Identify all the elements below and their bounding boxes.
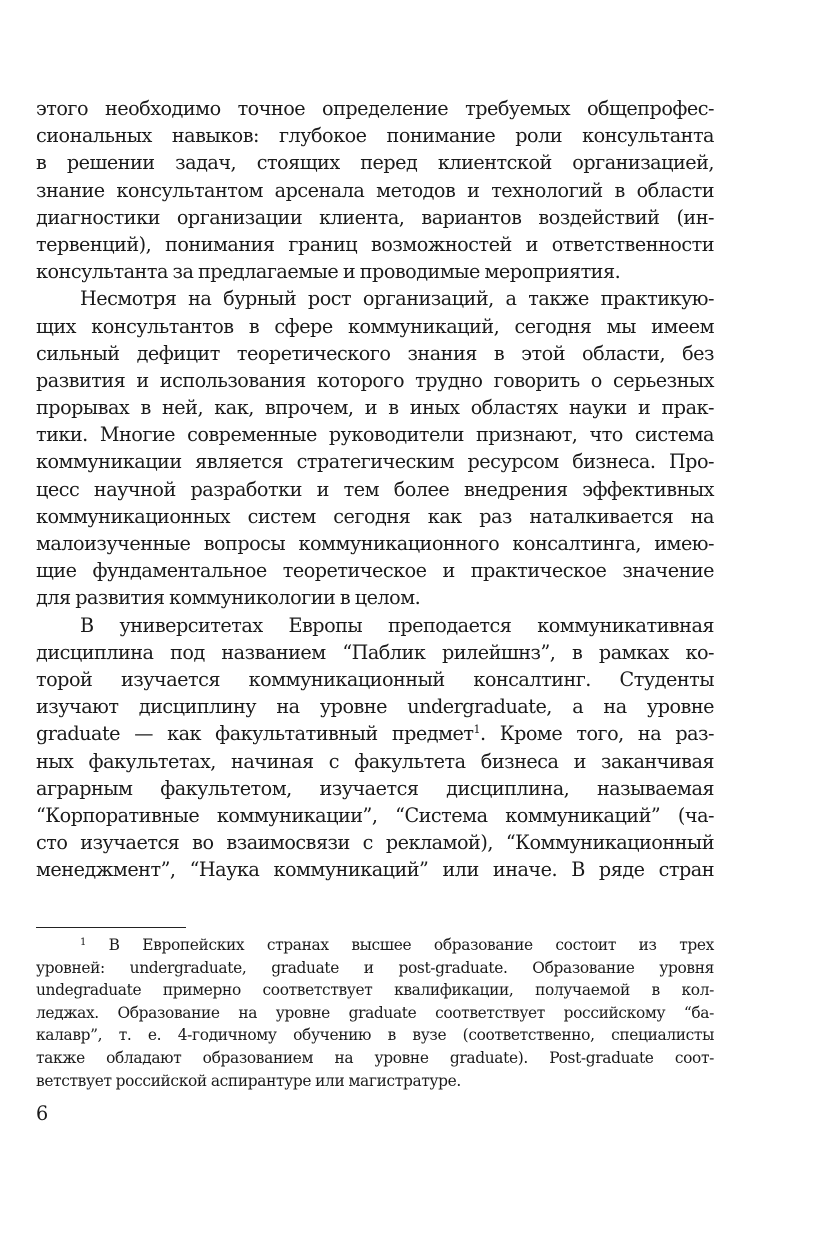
footnote-line: уровней: undergraduate, graduate и post-graduate. Образование уровня — [36, 958, 714, 977]
text-line: консультанта за предлагаемые и проводимые мероприятия. — [36, 260, 621, 284]
text-line: развития и использования которого трудно говорить о серьезных — [36, 368, 714, 392]
text-line: аграрным факультетом, изучается дисциплина, называемая — [36, 776, 714, 800]
text-line: “Корпоративные коммуникации”, “Система коммуникаций” (ча- — [36, 803, 714, 827]
text-line: щих консультантов в сфере коммуникаций, сегодня мы имеем — [36, 314, 714, 338]
text-line: менеджмент”, “Наука коммуникаций” или иначе. В ряде стран — [36, 858, 714, 882]
footnote-line: также обладают образованием на уровне graduate). Post-graduate соот- — [36, 1048, 714, 1067]
text-line: сильный дефицит теоретического знания в этой области, без — [36, 341, 714, 365]
footnote-marker: 1 — [80, 937, 87, 948]
footnote-line — [36, 934, 714, 957]
text-line: ных факультетах, начиная с факультета бизнеса и заканчивая — [36, 749, 714, 773]
text-line: сто изучается во взаимосвязи с рекламой), “Коммуникационный — [36, 831, 714, 855]
text-line: в решении задач, стоящих перед клиентской организацией, — [36, 151, 714, 175]
footnote-reference[interactable]: 1 — [473, 723, 480, 737]
text-segment: graduate — как факультативный предмет — [36, 722, 474, 746]
text-line: тики. Многие современные руководители признают, что система — [36, 423, 714, 447]
text-line: Несмотря на бурный рост организаций, а также практикую- — [80, 287, 714, 311]
text-line: этого необходимо точное определение требуемых общепрофес- — [36, 97, 714, 120]
footnote-line: леджах. Образование на уровне graduate соответствует российскому “ба- — [36, 1003, 714, 1022]
footnote-line: ветствует российской аспирантуре или магистратуре. — [36, 1071, 461, 1090]
text-line: щие фундаментальное теоретическое и практическое значение — [36, 559, 714, 583]
text-line: торой изучается коммуникационный консалтинг. Студенты — [36, 667, 714, 691]
text-line: дисциплина под названием “Паблик рилейшнз”, в рамках ко- — [36, 640, 714, 664]
footnote — [36, 934, 714, 1092]
footnote-line: undegraduate примерно соответствует квалификации, получаемой в кол- — [36, 981, 714, 1000]
text-line: цесс научной разработки и тем более внедрения эффективных — [36, 477, 714, 501]
page-number: 6 — [36, 1102, 49, 1125]
text-line: изучают дисциплину на уровне undergraduate, а на уровне — [36, 695, 714, 719]
text-line: прорывах в ней, как, впрочем, и в иных областях науки и прак- — [36, 396, 714, 420]
footnote-line: калавр”, т. е. 4-годичному обучению в вузе (соответственно, специалисты — [36, 1026, 714, 1045]
text-line: знание консультантом арсенала методов и технологий в области — [36, 178, 714, 202]
footnote-divider — [36, 927, 186, 928]
text-line: коммуникационных систем сегодня как раз наталкивается на — [36, 504, 714, 528]
text-line: коммуникации является стратегическим ресурсом бизнеса. Про- — [36, 450, 714, 474]
main-text — [36, 95, 714, 883]
text-line: сиональных навыков: глубокое понимание роли консультанта — [36, 124, 714, 148]
text-line: тервенций), понимания границ возможностей и ответственности — [36, 232, 714, 256]
text-segment: . Кроме того, на раз- — [479, 722, 714, 746]
text-line-with-footnote — [36, 720, 714, 747]
text-line: для развития коммуникологии в целом. — [36, 586, 421, 610]
footnote-text: В Европейских странах высшее образование состоит из трех — [108, 936, 714, 954]
text-line: малоизученные вопросы коммуникационного консалтинга, имею- — [36, 532, 714, 555]
text-line: диагностики организации клиента, вариантов воздействий (ин- — [36, 205, 714, 229]
text-line: В университетах Европы преподается коммуникативная — [80, 613, 714, 637]
